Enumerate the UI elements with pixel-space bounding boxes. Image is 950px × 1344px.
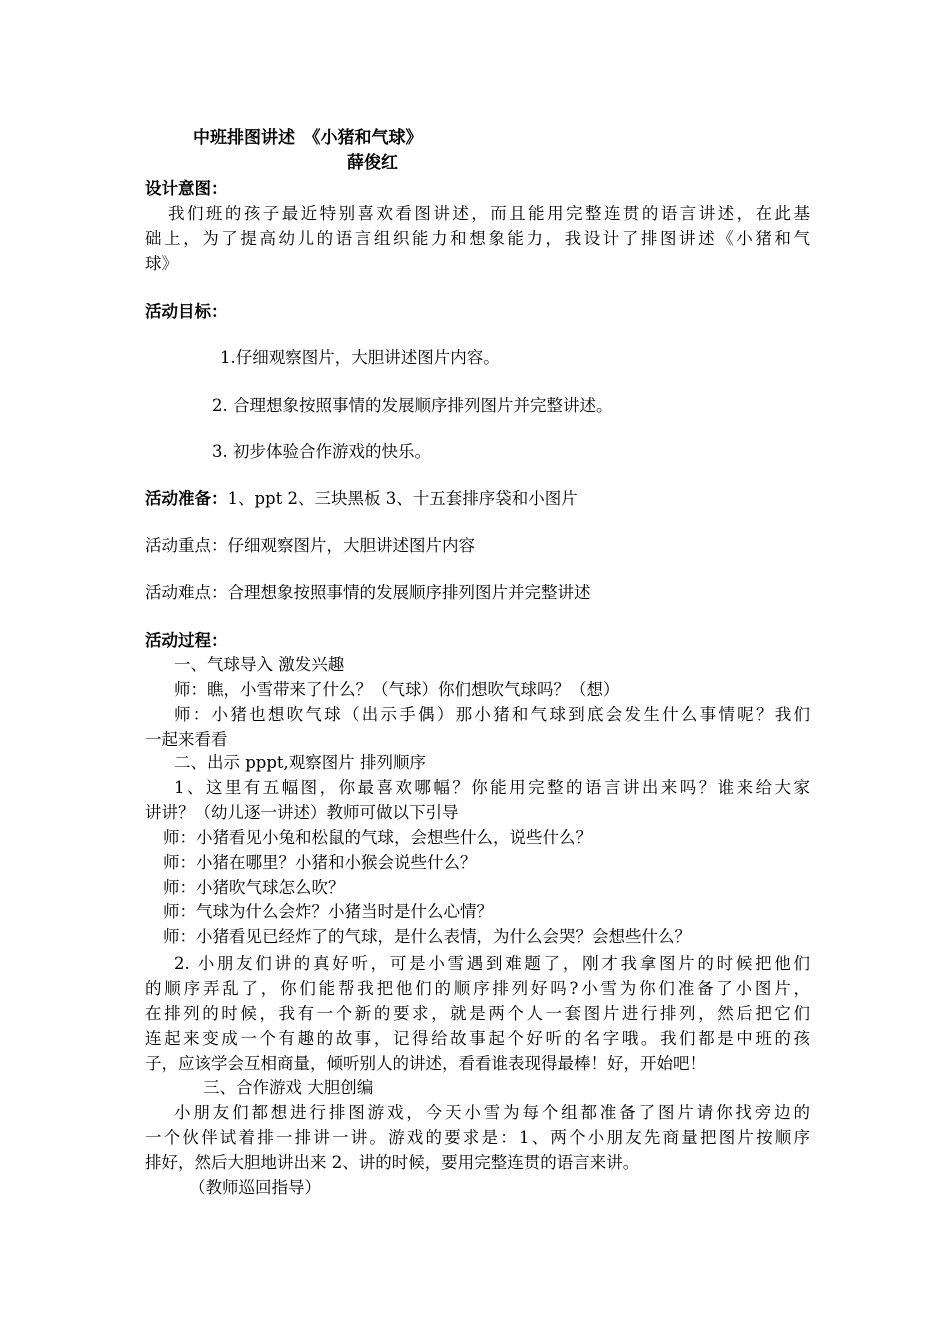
design-text-line: 球》 [145,254,178,273]
process-line: 连起来变成一个有趣的故事，记得给故事起个好听的名字哦。我们都是中班的孩 [145,1029,810,1048]
process-line: 1、这里有五幅图，你最喜欢哪幅？你能用完整的语言讲出来吗？谁来给大家 [174,778,810,797]
prep-line [145,487,810,511]
process-line: （教师巡回指导） [189,1178,321,1197]
design-text-line: 础上，为了提高幼儿的语言组织能力和想象能力，我设计了排图讲述《小猪和气 [145,229,810,248]
process-line: 排好，然后大胆地讲出来 2、讲的时候，要用完整连贯的语言来讲。 [145,1153,640,1172]
design-text-line: 我们班的孩子最近特别喜欢看图讲述，而且能用完整连贯的语言讲述，在此基 [168,204,810,223]
process-line: 2. 小朋友们讲的真好听，可是小雪遇到难题了，刚才我拿图片的时候把他们 [174,954,810,973]
process-line: 在排列的时候，我有一个新的要求，就是两个人一套图片进行排列，然后把它们 [145,1004,810,1023]
prep-label: 活动准备： [145,489,228,508]
process-line: 子，应该学会互相商量，倾听别人的讲述，看看谁表现得最棒！好，开始吧！ [145,1054,706,1073]
document-title: 中班排图讲述 《小猪和气球》 [193,128,423,148]
process-line: 的顺序弄乱了，你们能帮我把他们的顺序排列好吗?小雪为你们准备了小图片， [145,979,810,998]
process-section-heading: 二、出示 pppt,观察图片 排列顺序 [174,753,427,772]
difficulty: 活动难点：合理想象按照事情的发展顺序排列图片并完整讲述 [145,583,591,602]
process-line: 一起来看看 [145,730,228,749]
process-line: 师：瞧，小雪带来了什么？（气球）你们想吹气球吗？（想） [174,680,620,699]
process-line: 师：小猪也想吹气球（出示手偶）那小猪和气球到底会发生什么事情呢？我们 [174,705,810,724]
process-line: 师：小猪看见小兔和松鼠的气球，会想些什么，说些什么？ [163,828,592,847]
goal-item: 3. 初步体验合作游戏的快乐。 [212,442,431,461]
process-line: 小朋友们都想进行排图游戏，今天小雪为每个组都准备了图片请你找旁边的 [174,1103,810,1122]
process-section-heading: 一、气球导入 激发兴趣 [174,655,345,674]
process-line: 师：小猪吹气球怎么吹？ [163,878,345,897]
process-section-heading: 三、合作游戏 大胆创编 [203,1078,374,1097]
goal-item: 2. 合理想象按照事情的发展顺序排列图片并完整讲述。 [212,396,613,415]
process-line: 一个伙伴试着排一排讲一讲。游戏的要求是：1、两个小朋友先商量把图片按顺序 [145,1128,810,1147]
prep-text: 1、ppt 2、三块黑板 3、十五套排序袋和小图片 [227,489,578,508]
author-name: 薛俊红 [347,153,398,173]
process-line: 讲讲？（幼儿逐一讲述）教师可做以下引导 [145,803,459,822]
process-heading: 活动过程： [145,631,228,650]
key-point: 活动重点：仔细观察图片，大胆讲述图片内容 [145,536,475,555]
goals-heading: 活动目标： [145,302,228,321]
goal-item: 1.仔细观察图片，大胆讲述图片内容。 [220,348,500,367]
design-heading: 设计意图： [145,179,228,198]
process-line: 师：小猪在哪里？小猪和小猴会说些什么？ [163,853,477,872]
process-line: 师：气球为什么会炸？小猪当时是什么心情？ [163,902,493,921]
process-line: 师：小猪看见已经炸了的气球，是什么表情，为什么会哭？会想些什么？ [163,927,691,946]
